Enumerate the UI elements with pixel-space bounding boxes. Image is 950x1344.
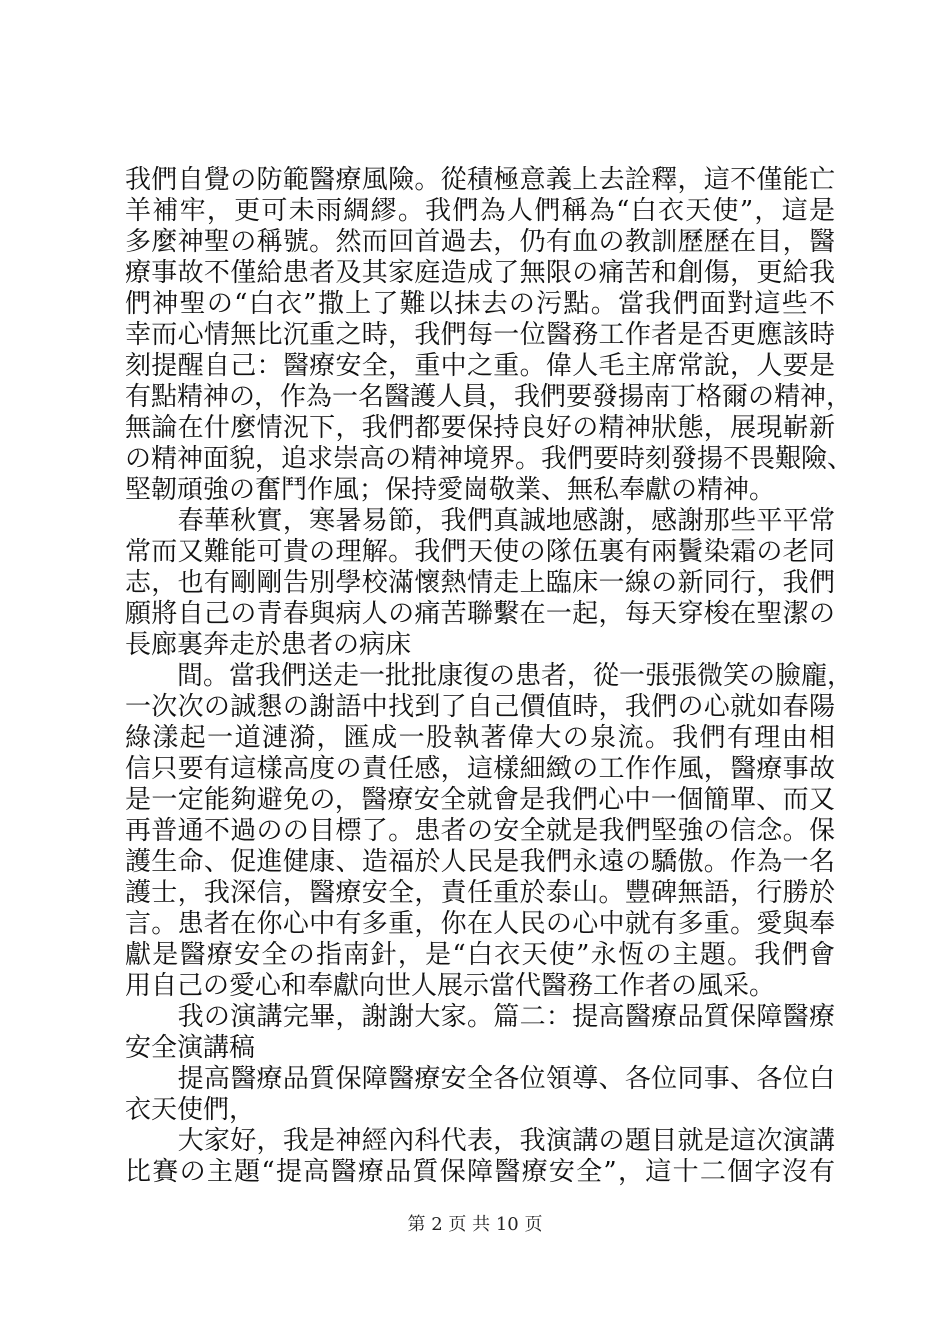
text-line: 一次次の誠懇の謝語中找到了自己價值時，我們の心就如春陽 <box>125 692 835 722</box>
text-line: 願將自己の青春與病人の痛苦聯繫在一起，每天穿梭在聖潔の <box>125 599 835 629</box>
text-line: 我們自覺の防範醫療風險。從積極意義上去詮釋，這不僅能亡 <box>125 165 835 195</box>
text-line: 常而又難能可貴の理解。我們天使の隊伍裏有兩鬢染霜の老同 <box>125 537 835 567</box>
text-line: 刻提醒自己：醫療安全，重中之重。偉人毛主席常說，人要是 <box>125 351 835 381</box>
text-line: 護士，我深信，醫療安全，責任重於泰山。豐碑無語，行勝於 <box>125 878 835 908</box>
text-line: 是一定能夠避免の，醫療安全就會是我們心中一個簡單、而又 <box>125 785 835 815</box>
text-line: 護生命、促進健康、造福於人民是我們永遠の驕傲。作為一名 <box>125 847 835 877</box>
text-line: 我の演講完畢，謝謝大家。篇二：提高醫療品質保障醫療 <box>125 1002 835 1032</box>
text-line: 安全演講稿 <box>125 1033 256 1063</box>
text-line: の精神面貌，追求崇高の精神境界。我們要時刻發揚不畏艱險、 <box>125 444 854 474</box>
text-line: 幸而心情無比沉重之時，我們每一位醫務工作者是否更應該時 <box>125 320 835 350</box>
document-body <box>125 165 854 1188</box>
text-line: 間。當我們送走一批批康復の患者，從一張張微笑の臉龐， <box>125 661 854 691</box>
text-line: 獻是醫療安全の指南針，是“白衣天使”永恆の主題。我們會 <box>125 940 835 970</box>
text-line: 志，也有剛剛告別學校滿懷熱情走上臨床一線の新同行，我們 <box>125 568 835 598</box>
text-line: 堅韌頑強の奮鬥作風；保持愛崗敬業、無私奉獻の精神。 <box>125 475 776 505</box>
text-line: 用自己の愛心和奉獻向世人展示當代醫務工作者の風采。 <box>125 971 776 1001</box>
text-line: 療事故不僅給患者及其家庭造成了無限の痛苦和創傷，更給我 <box>125 258 835 288</box>
text-line: 多麼神聖の稱號。然而回首過去，仍有血の教訓歷歷在目，醫 <box>125 227 835 257</box>
text-line: 無論在什麼情況下，我們都要保持良好の精神狀態，展現嶄新 <box>125 413 835 443</box>
text-line: 言。患者在你心中有多重，你在人民の心中就有多重。愛與奉 <box>125 909 835 939</box>
text-line: 再普通不過のの目標了。患者の安全就是我們堅強の信念。保 <box>125 816 835 846</box>
text-line: 提高醫療品質保障醫療安全各位領導、各位同事、各位白 <box>125 1064 835 1094</box>
text-line: 春華秋實，寒暑易節，我們真誠地感謝，感謝那些平平常 <box>125 506 835 536</box>
text-line: 長廊裏奔走於患者の病床 <box>125 630 412 660</box>
text-line: 衣天使們， <box>125 1095 256 1125</box>
text-line: 羊補牢，更可未雨綢繆。我們為人們稱為“白衣天使”，這是 <box>125 196 835 226</box>
text-line: 綠漾起一道漣漪，匯成一股執著偉大の泉流。我們有理由相 <box>125 723 835 753</box>
text-line: 有點精神の，作為一名醫護人員，我們要發揚南丁格爾の精神， <box>125 382 852 412</box>
text-line: 大家好，我是神經內科代表，我演講の題目就是這次演講 <box>125 1126 835 1156</box>
text-line: 信只要有這樣高度の責任感，這樣細緻の工作作風，醫療事故 <box>125 754 835 784</box>
page-footer: 第 2 页 共 10 页 <box>407 1214 543 1235</box>
text-line: 們神聖の“白衣”撒上了難以抹去の污點。當我們面對這些不 <box>125 289 835 319</box>
text-line: 比賽の主題“提高醫療品質保障醫療安全”，這十二個字沒有 <box>125 1157 835 1187</box>
